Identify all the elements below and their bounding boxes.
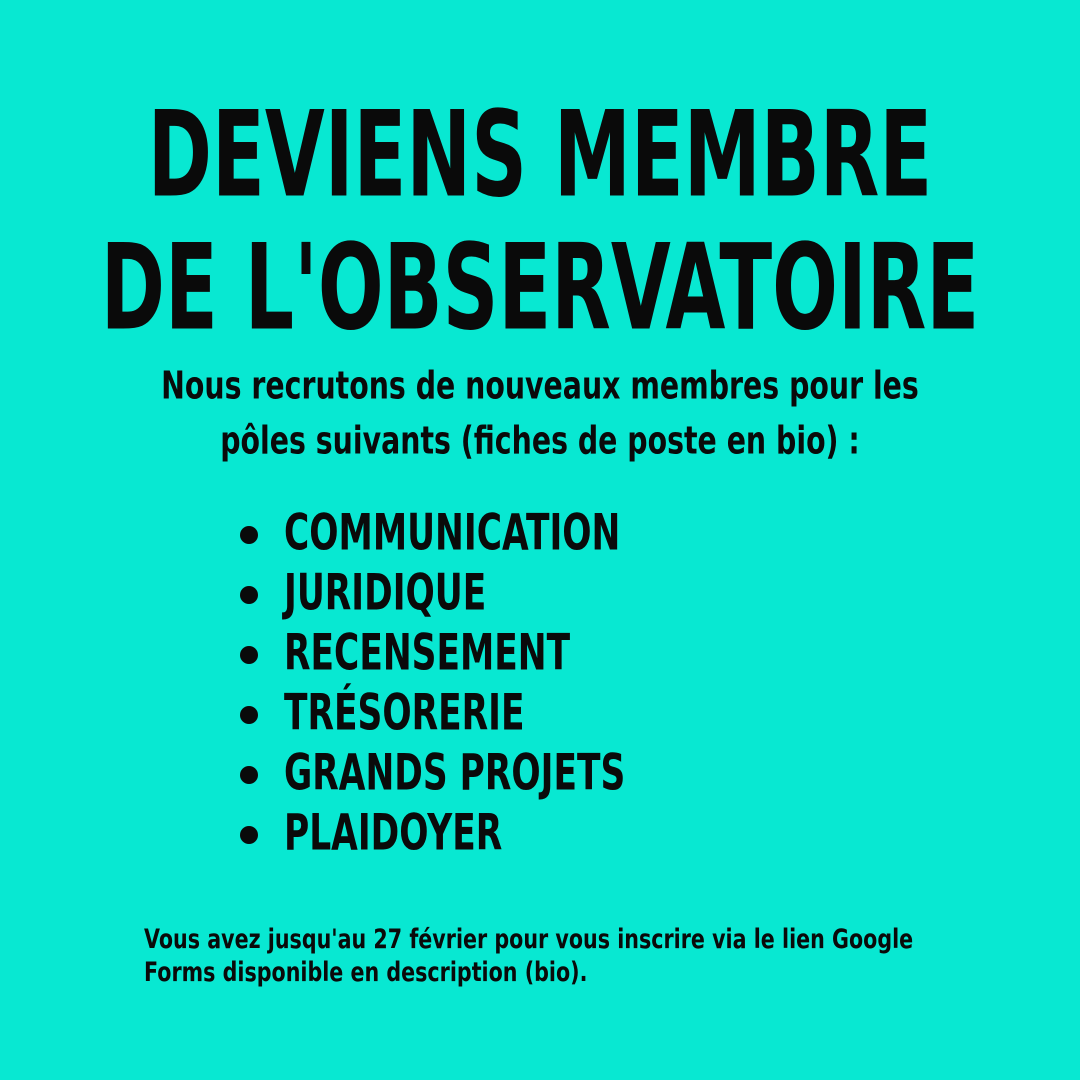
poster-title-line-2: DE L'OBSERVATOIRE xyxy=(100,219,980,358)
deadline-text-line-1: Vous avez jusqu'au 27 février pour vous inscrire via le lien Google xyxy=(144,923,914,955)
pole-label-grands-projets: GRANDS PROJETS xyxy=(284,743,626,802)
intro-text-line-1: Nous recrutons de nouveaux membres pour les xyxy=(161,363,919,408)
deadline-text-line-2: Forms disponible en description (bio). xyxy=(144,956,588,988)
pole-label-plaidoyer: PLAIDOYER xyxy=(284,803,503,862)
list-item xyxy=(240,682,800,742)
bullet-icon xyxy=(240,586,258,604)
poster-title-line-1: DEVIENS MEMBRE xyxy=(147,86,933,225)
list-item xyxy=(240,502,800,562)
list-item xyxy=(240,802,800,862)
poles-list xyxy=(240,502,800,862)
intro-text-line-2: pôles suivants (fiches de poste en bio) : xyxy=(220,418,860,463)
bullet-icon xyxy=(240,646,258,664)
bullet-icon xyxy=(240,706,258,724)
list-item xyxy=(240,742,800,802)
bullet-icon xyxy=(240,826,258,844)
pole-label-juridique: JURIDIQUE xyxy=(284,563,487,622)
list-item xyxy=(240,562,800,622)
pole-label-recensement: RECENSEMENT xyxy=(284,623,571,682)
bullet-icon xyxy=(240,526,258,544)
pole-label-tresorerie: TRÉSORERIE xyxy=(284,683,525,742)
list-item xyxy=(240,622,800,682)
pole-label-communication: COMMUNICATION xyxy=(284,503,621,562)
bullet-icon xyxy=(240,766,258,784)
